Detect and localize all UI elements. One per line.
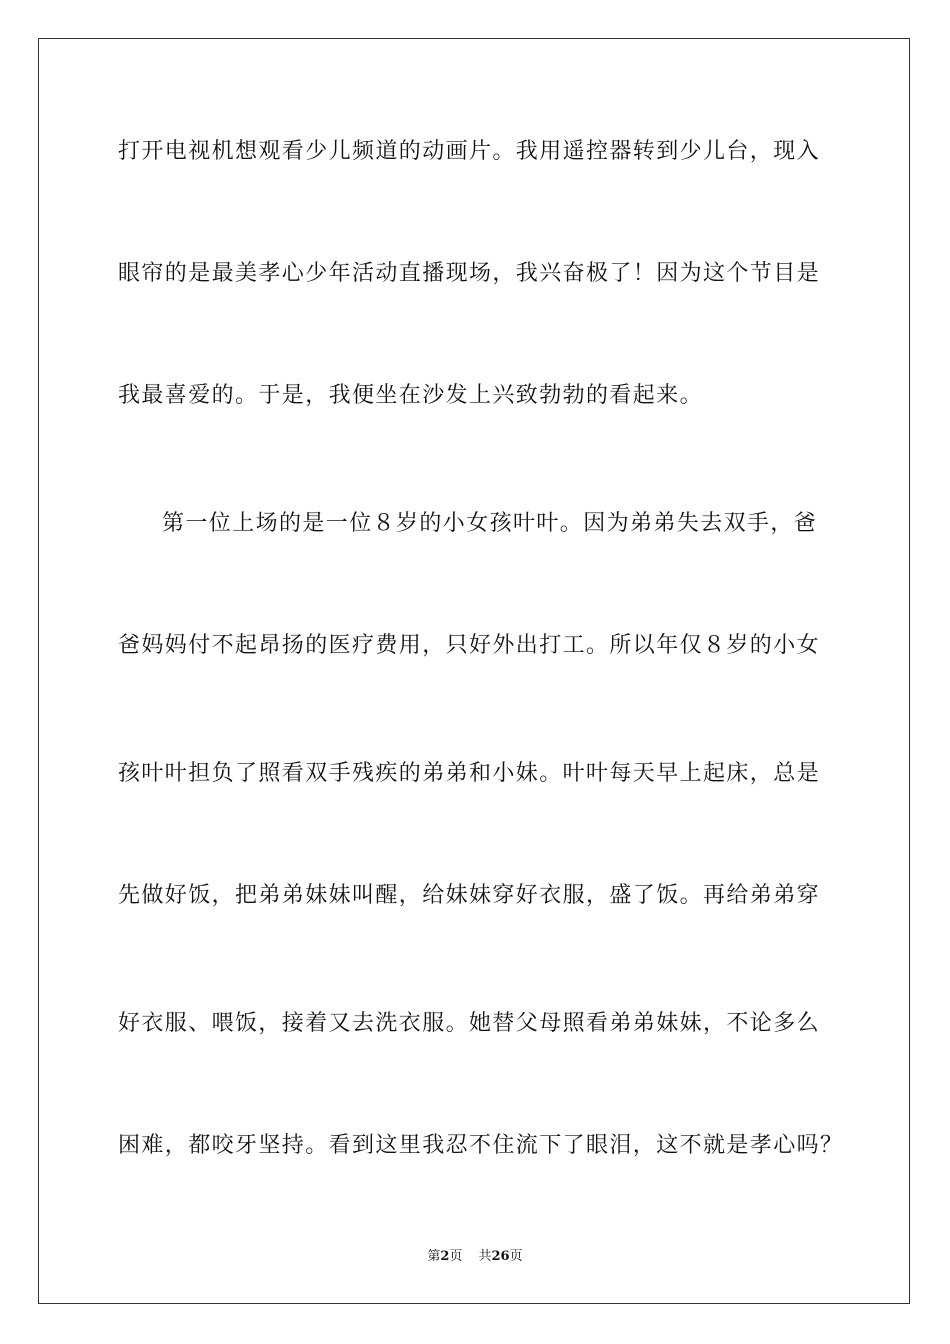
page-footer	[0, 1248, 950, 1266]
page-suffix: 页	[449, 1249, 463, 1264]
body-line-8: 好衣服、喂饭，接着又去洗衣服。她替父母照看弟弟妹妹，不论多么	[118, 1011, 821, 1036]
total-pages: 26	[491, 1249, 510, 1264]
paragraph-2-line-1: 第一位上场的是一位８岁的小女孩叶叶。因为弟弟失去双手，爸	[162, 511, 818, 536]
page-border	[38, 38, 910, 1304]
body-line-5: 爸妈妈付不起昂扬的医疗费用，只好外出打工。所以年仅８岁的小女	[118, 633, 821, 658]
body-line-9: 困难，都咬牙坚持。看到这里我忍不住流下了眼泪，这不就是孝心吗？	[118, 1133, 844, 1158]
total-suffix: 页	[509, 1249, 523, 1264]
body-line-3: 我最喜爱的。于是，我便坐在沙发上兴致勃勃的看起来。	[118, 383, 704, 408]
body-line-1: 打开电视机想观看少儿频道的动画片。我用遥控器转到少儿台，现入	[118, 139, 821, 164]
total-prefix: 共	[478, 1249, 492, 1264]
page-prefix: 第	[427, 1249, 441, 1264]
body-line-6: 孩叶叶担负了照看双手残疾的弟弟和小妹。叶叶每天早上起床，总是	[118, 761, 821, 786]
body-line-2: 眼帘的是最美孝心少年活动直播现场，我兴奋极了！因为这个节目是	[118, 261, 821, 286]
body-line-7: 先做好饭，把弟弟妹妹叫醒，给妹妹穿好衣服，盛了饭。再给弟弟穿	[118, 883, 821, 908]
page-number: 2	[440, 1249, 450, 1264]
